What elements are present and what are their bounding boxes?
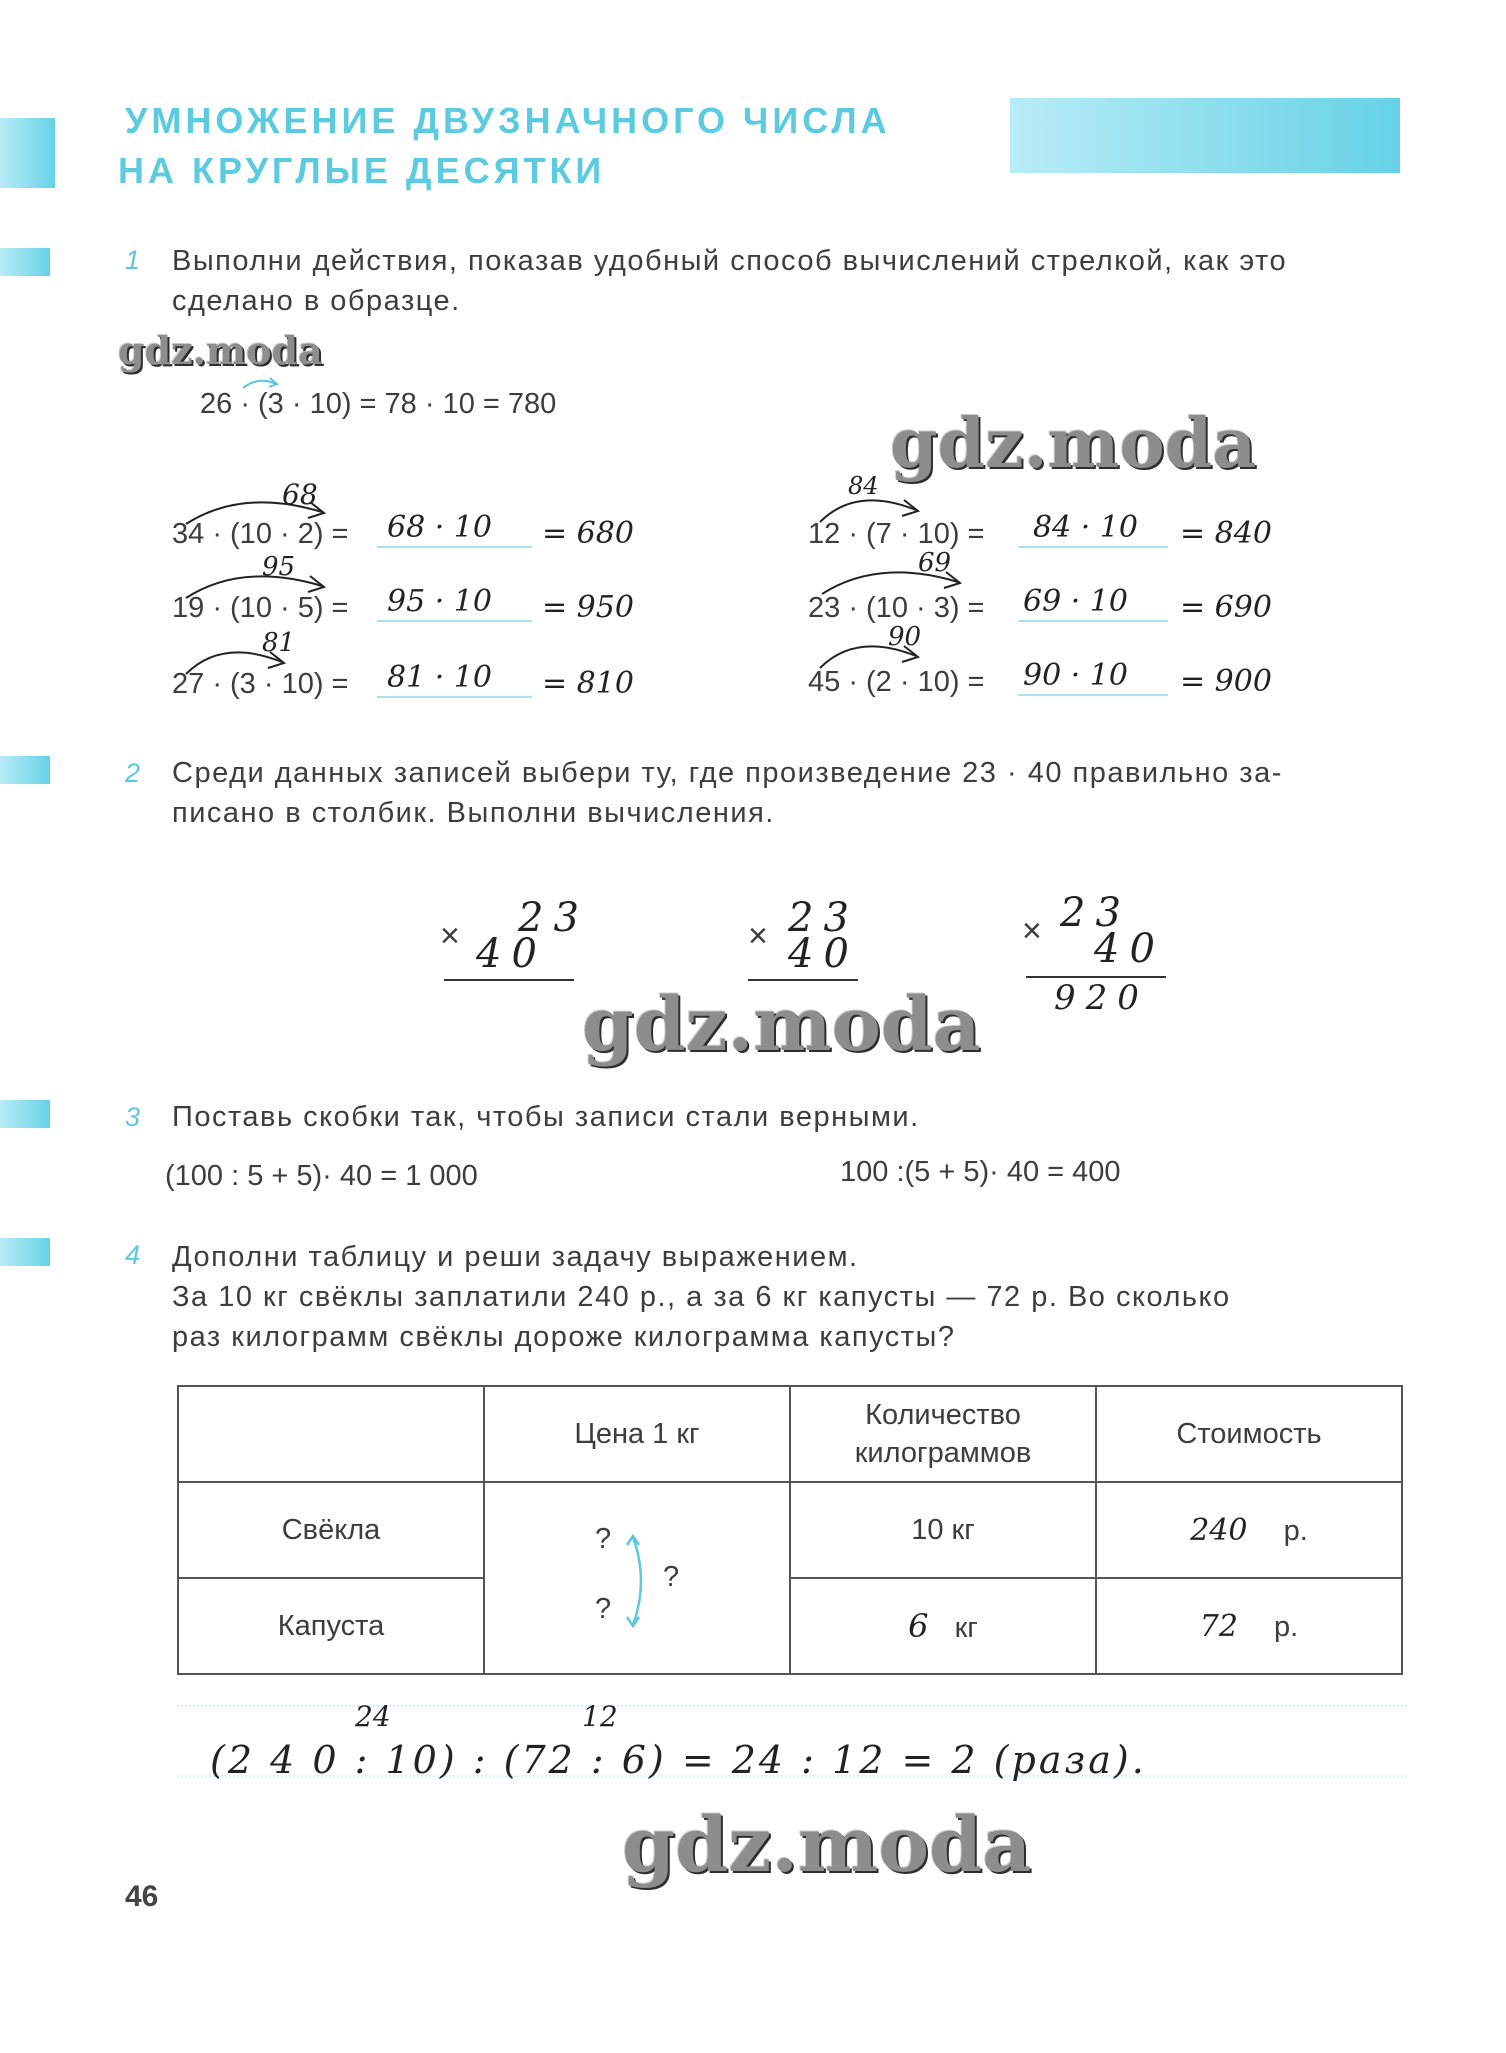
hw-over: 69 (918, 548, 952, 578)
column-underline (444, 979, 574, 981)
hw-fill: 84 · 10 (1033, 510, 1138, 545)
hw-cost: 72 (1199, 1608, 1238, 1644)
hw-fill: 68 · 10 (387, 510, 492, 545)
column-multiplication-1 (440, 895, 610, 995)
column-top: 23 (518, 895, 589, 941)
answer-line (1018, 694, 1168, 696)
table-header-cell (178, 1386, 484, 1482)
task2-number: 2 (125, 758, 141, 788)
hw-over: 84 (848, 472, 879, 500)
column-top: 23 (1060, 890, 1131, 936)
answer-line (377, 696, 532, 698)
table-row (178, 1482, 1402, 1578)
multiply-sign: × (440, 917, 460, 955)
qty-unit: кг (954, 1612, 978, 1644)
task3-number: 3 (125, 1102, 141, 1132)
data-table (177, 1385, 1403, 1675)
column-underline (748, 979, 858, 981)
column-multiplication-2 (748, 895, 918, 995)
expr: 12 · (7 · 10) = (808, 518, 985, 550)
column-bottom: 40 (476, 931, 547, 977)
hw-fill: 90 · 10 (1023, 658, 1128, 693)
page-number: 46 (125, 1880, 159, 1913)
column-result: 920 (1054, 978, 1149, 1018)
watermark-large-1: gdz.moda (890, 404, 1257, 484)
hw-fill: 81 · 10 (387, 660, 492, 695)
task1-marker (0, 248, 50, 276)
hw-over: 81 (262, 628, 296, 658)
task1-text-line2: сделано в образце. (172, 285, 461, 317)
hw-result: = 690 (1180, 590, 1272, 625)
task3-left-expr: (100 : 5 + 5)· 40 = 1 000 (165, 1160, 478, 1192)
hw-cost: 240 (1190, 1512, 1248, 1548)
cost-unit: р. (1283, 1514, 1308, 1547)
expr: 23 · (10 · 3) = (808, 592, 985, 624)
qty-cell: 10 кг (790, 1482, 1096, 1578)
hw-result: = 950 (542, 590, 634, 625)
task1-right-row-2 (808, 548, 1328, 628)
header-left-stripe (0, 118, 55, 188)
table-header-cell: Количество килограммов (790, 1386, 1096, 1482)
row-name: Капуста (178, 1578, 484, 1674)
hw-qty: 6 (908, 1607, 929, 1645)
page-title-line2: НА КРУГЛЫЕ ДЕСЯТКИ (118, 150, 606, 191)
task1-left-row-1 (172, 478, 692, 558)
task4-text-line2: За 10 кг свёклы заплатили 240 р., а за 6 кг капусты — 72 р. Во сколько (172, 1281, 1231, 1313)
watermark-large-2: gdz.moda (582, 982, 981, 1068)
price-question-1: ? (595, 1523, 612, 1555)
column-bottom: 40 (788, 931, 859, 977)
task4-text-line1: Дополни таблицу и реши задачу выражением. (172, 1241, 859, 1273)
task1-left-row-3 (172, 628, 692, 708)
task4-marker (0, 1238, 50, 1266)
table-header-cell: Цена 1 кг (484, 1386, 790, 1482)
answer-line (377, 620, 532, 622)
task4-number: 4 (125, 1240, 141, 1270)
watermark-large-3: gdz.moda (622, 1800, 1032, 1889)
price-question-2: ? (595, 1593, 612, 1625)
expr: 27 · (3 · 10) = (172, 668, 349, 700)
expr: 45 · (2 · 10) = (808, 666, 985, 698)
task1-right-row-3 (808, 622, 1328, 702)
task3-marker (0, 1100, 50, 1128)
hw-result: = 810 (542, 666, 634, 701)
solution-expression: (2 4 0 : 10) : (72 : 6) = 24 : 12 = 2 (раза). (210, 1738, 1147, 1782)
task1-sample: 26 · (3 · 10) = 78 · 10 = 780 (200, 388, 557, 420)
header-right-stripe (1010, 98, 1400, 173)
ratio-arrow-icon (625, 1533, 655, 1633)
cost-cell (1096, 1482, 1402, 1578)
task3-right-expr: 100 :(5 + 5)· 40 = 400 (840, 1156, 1121, 1188)
column-top: 23 (788, 895, 859, 941)
hw-result: = 900 (1180, 664, 1272, 699)
solution-over-1: 24 (355, 1700, 391, 1733)
column-multiplication-3 (1022, 890, 1192, 1020)
column-bottom: 40 (1094, 926, 1165, 972)
ratio-question: ? (663, 1561, 680, 1593)
qty-cell (790, 1578, 1096, 1674)
cost-unit: р. (1274, 1610, 1299, 1643)
task1-left-row-2 (172, 552, 692, 632)
hw-result: = 680 (542, 516, 634, 551)
multiply-sign: × (748, 917, 768, 955)
cost-cell (1096, 1578, 1402, 1674)
watermark-small: gdz.moda (118, 328, 323, 373)
solution-over-2: 12 (582, 1700, 618, 1733)
expr: 34 · (10 · 2) = (172, 518, 349, 550)
expr: 19 · (10 · 5) = (172, 592, 349, 624)
task2-text-line1: Среди данных записей выбери ту, где произведение 23 · 40 правильно за- (172, 757, 1283, 789)
price-cell (484, 1482, 790, 1674)
answer-line (377, 546, 532, 548)
multiply-sign: × (1022, 912, 1042, 950)
task1-right-row-1 (808, 472, 1328, 552)
row-name: Свёкла (178, 1482, 484, 1578)
page-title-line1: УМНОЖЕНИЕ ДВУЗНАЧНОГО ЧИСЛА (125, 100, 891, 141)
task3-text: Поставь скобки так, чтобы записи стали верными. (172, 1101, 920, 1133)
sample-arrow-icon (240, 372, 280, 392)
task4-text-line3: раз килограмм свёклы дороже килограмма капусты? (172, 1321, 956, 1353)
task2-marker (0, 756, 50, 784)
hw-fill: 69 · 10 (1023, 584, 1128, 619)
task1-text-line1: Выполни действия, показав удобный способ вычислений стрелкой, как это (172, 245, 1288, 277)
hw-over: 90 (888, 622, 922, 652)
table-row (178, 1578, 1402, 1674)
hw-result: = 840 (1180, 516, 1272, 551)
table-header-row (178, 1386, 1402, 1482)
hw-over: 68 (282, 478, 318, 511)
hw-fill: 95 · 10 (387, 584, 492, 619)
hw-over: 95 (262, 552, 296, 582)
table-header-cell: Стоимость (1096, 1386, 1402, 1482)
task2-text-line2: писано в столбик. Выполни вычисления. (172, 797, 775, 829)
task1-number: 1 (125, 245, 141, 275)
